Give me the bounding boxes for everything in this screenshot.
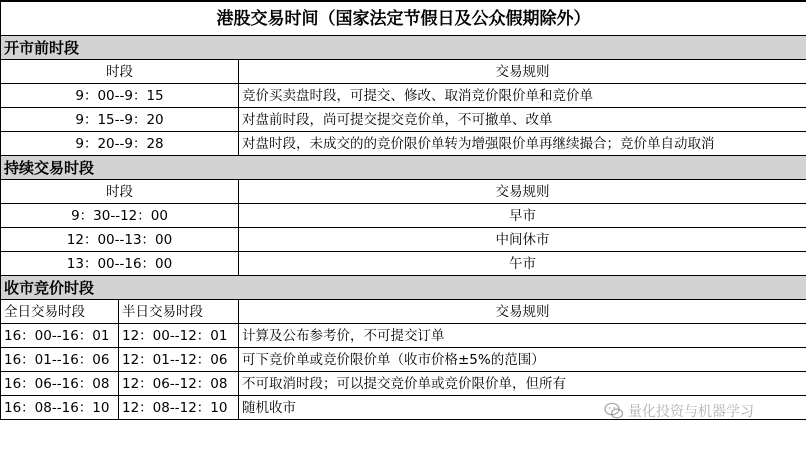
rule-cell: 对盘时段，未成交的的竞价限价单转为增强限价单再继续撮合；竞价单自动取消 [239,132,806,156]
rule-cell: 对盘前时段，尚可提交提交竞价单，不可撤单、改单 [239,108,806,132]
full-day-time-cell: 16：08--16：10 [1,396,119,420]
table-row [1,324,806,348]
half-day-time-cell: 12：06--12：08 [119,372,239,396]
full-day-time-cell: 16：06--16：08 [1,372,119,396]
watermark-text: 量化投资与机器学习 [628,404,754,420]
rule-cell: 不可取消时段；可以提交竞价单或竞价限价单，但所有 [239,372,806,396]
watermark [604,398,754,424]
half-day-time-cell: 12：08--12：10 [119,396,239,420]
time-cell: 9：20--9：28 [1,132,239,156]
rule-cell: 随机收市 [239,396,806,420]
table-row [1,108,806,132]
rule-cell: 可下竞价单或竞价限价单（收市价格±5%的范围） [239,348,806,372]
time-cell: 9：15--9：20 [1,108,239,132]
rule-cell: 计算及公布参考价，不可提交订单 [239,324,806,348]
rule-cell: 午市 [239,252,806,276]
table-row [1,372,806,396]
rule-cell: 早市 [239,204,806,228]
wechat-icon [604,401,624,421]
rule-cell: 竞价买卖盘时段，可提交、修改、取消竞价限价单和竞价单 [239,84,806,108]
column-header-rule: 交易规则 [239,60,806,84]
time-cell: 9：00--9：15 [1,84,239,108]
column-header-rule: 交易规则 [239,180,806,204]
page-title: 港股交易时间（国家法定节假日及公众假期除外） [1,1,806,36]
half-day-time-cell: 12：00--12：01 [119,324,239,348]
column-header-half-day: 半日交易时段 [119,300,239,324]
time-cell: 9：30--12：00 [1,204,239,228]
section-heading-closing-auction: 收市竞价时段 [1,276,806,300]
time-cell: 13：00--16：00 [1,252,239,276]
table-row [1,348,806,372]
half-day-time-cell: 12：01--12：06 [119,348,239,372]
column-header-time: 时段 [1,180,239,204]
full-day-time-cell: 16：00--16：01 [1,324,119,348]
section-heading-continuous: 持续交易时段 [1,156,806,180]
time-cell: 12：00--13：00 [1,228,239,252]
rule-cell: 中间休市 [239,228,806,252]
column-header-full-day: 全日交易时段 [1,300,119,324]
table-row [1,84,806,108]
column-header-time: 时段 [1,60,239,84]
table-row [1,252,806,276]
section-heading-pre-open: 开市前时段 [1,36,806,60]
full-day-time-cell: 16：01--16：06 [1,348,119,372]
table-row [1,228,806,252]
column-header-rule: 交易规则 [239,300,806,324]
table-row [1,132,806,156]
table-row [1,204,806,228]
